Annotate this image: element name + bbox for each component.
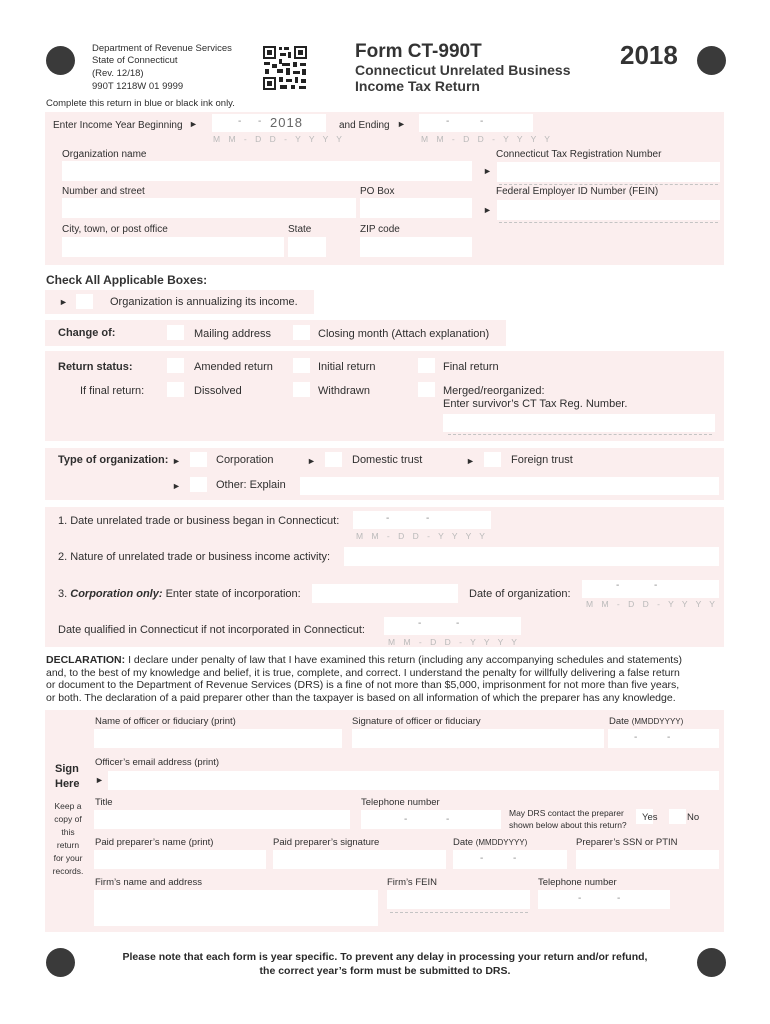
date-separator: - [258,116,262,127]
qr-code-icon [262,45,308,91]
period-begin-input[interactable] [212,114,326,132]
arrow-icon: ► [483,205,492,215]
other-label: Other: Explain [216,479,286,491]
po-box-label: PO Box [360,186,395,197]
preparer-name-label: Paid preparer’s name (print) [95,837,214,848]
registration-mark [697,46,726,75]
officer-phone-input[interactable] [361,810,501,829]
date-separator: - [418,618,422,629]
survivor-reg-underline [448,434,712,435]
date-org-input[interactable] [582,580,719,598]
fein-underline [499,222,718,223]
reg-number-input[interactable] [497,162,720,182]
foreign-trust-label: Foreign trust [511,454,573,466]
date-separator: - [456,618,460,629]
officer-name-input[interactable] [94,729,342,748]
arrow-icon: ► [483,166,492,176]
city-label: City, town, or post office [62,224,168,235]
preparer-ssn-label: Preparer’s SSN or PTIN [576,837,678,848]
initial-checkbox[interactable] [293,358,310,373]
phone-separator: - [404,814,408,825]
ink-note: Complete this return in blue or black ink only. [46,98,235,109]
date-format-hint: M M - D D - Y Y Y Y [213,134,345,144]
footer-note-line1: Please note that each form is year specific. To prevent any delay in processing your return and/or refund, [122,951,648,963]
title-input[interactable] [94,810,350,829]
dissolved-label: Dissolved [194,385,242,397]
form-title-line2: Income Tax Return [355,78,480,94]
org-type-label: Type of organization: [58,454,169,466]
phone-separator: - [578,893,582,904]
preparer-ssn-input[interactable] [576,850,719,869]
officer-date-label: Date (MMDDYYYY) [609,716,684,727]
zip-input[interactable] [360,237,472,257]
survivor-label: Enter survivor’s CT Tax Reg. Number. [443,398,628,410]
firm-phone-input[interactable] [538,890,670,909]
firm-phone-label: Telephone number [538,877,617,888]
form-number: Form CT-990T [355,41,482,62]
officer-signature-input[interactable] [352,729,604,748]
corporation-checkbox[interactable] [190,452,207,467]
fein-input[interactable] [497,200,720,220]
firm-name-input[interactable] [94,890,378,926]
contact-no-checkbox[interactable] [669,809,686,824]
street-label: Number and street [62,186,145,197]
date-format-hint: M M - D D - Y Y Y Y [356,531,488,541]
org-name-input[interactable] [62,161,472,181]
date-qualified-label: Date qualified in Connecticut if not incorporated in Connecticut: [58,624,365,636]
arrow-icon: ► [307,456,316,466]
date-separator: - [426,513,430,524]
date-format-hint: M M - D D - Y Y Y Y [388,637,520,647]
date-format-hint: M M - D D - Y Y Y Y [421,134,553,144]
arrow-icon: ► [172,481,181,491]
contact-no-label: No [687,812,700,823]
date-separator: - [634,732,638,743]
email-label: Officer’s email address (print) [95,757,220,768]
zip-label: ZIP code [360,224,400,235]
final-label: Final return [443,361,499,373]
domestic-trust-label: Domestic trust [352,454,423,466]
date-separator: - [616,580,620,591]
fein-label: Federal Employer ID Number (FEIN) [496,186,659,197]
preparer-date-label: Date (MMDDYYYY) [453,837,528,848]
date-qualified-input[interactable] [384,617,521,635]
arrow-icon: ► [95,775,104,785]
registration-mark [46,46,75,75]
date-separator: - [238,116,242,127]
firm-fein-underline [390,912,528,913]
state-name: State of Connecticut [92,55,178,66]
q2-label: 2. Nature of unrelated trade or business income activity: [58,551,331,563]
q1-label: 1. Date unrelated trade or business began in Connecticut: [58,515,340,527]
merged-checkbox[interactable] [418,382,435,397]
org-name-label: Organization name [62,149,147,160]
period-begin-label: Enter Income Year Beginning [53,120,183,131]
revision: (Rev. 12/18) [92,68,144,79]
date-separator: - [386,513,390,524]
q3-state-input[interactable] [312,584,458,603]
title-label: Title [95,797,113,808]
begin-year-prefill: 2018 [270,115,303,130]
mailing-address-label: Mailing address [194,328,272,340]
keep-copy-note: Keep a copy of this return for your records. [52,801,84,876]
initial-label: Initial return [318,361,376,373]
footer-note-line2: the correct year’s form must be submitted to DRS. [259,965,511,977]
survivor-reg-input[interactable] [443,414,715,432]
domestic-trust-checkbox[interactable] [325,452,342,467]
merged-label: Merged/reorganized: [443,385,545,397]
may-drs-contact-line1: May DRS contact the preparer [509,808,624,818]
date-format-hint: M M - D D - Y Y Y Y [586,599,718,609]
city-input[interactable] [62,237,284,257]
street-input[interactable] [62,198,356,218]
tax-year: 2018 [620,40,678,70]
state-label: State [288,224,312,235]
email-input[interactable] [108,771,719,790]
preparer-signature-label: Paid preparer’s signature [273,837,380,848]
check-boxes-heading: Check All Applicable Boxes: [46,273,208,287]
change-of-label: Change of: [58,327,116,339]
period-end-input[interactable] [419,114,533,132]
withdrawn-label: Withdrawn [318,385,370,397]
officer-phone-label: Telephone number [361,797,440,808]
reg-number-label: Connecticut Tax Registration Number [496,149,662,160]
date-separator: - [446,116,450,127]
date-org-label: Date of organization: [469,588,571,600]
firm-name-label: Firm’s name and address [95,877,203,888]
arrow-icon: ► [397,119,406,129]
form-title-line1: Connecticut Unrelated Business [355,62,571,78]
po-box-input[interactable] [360,198,472,218]
firm-fein-label: Firm’s FEIN [387,877,437,888]
officer-date-input[interactable] [608,729,719,748]
period-end-label: and Ending [339,120,390,131]
dept-name: Department of Revenue Services [92,43,232,54]
may-drs-contact-line2: shown below about this return? [509,820,627,830]
officer-signature-label: Signature of officer or fiduciary [352,716,481,727]
arrow-icon: ► [189,119,198,129]
date-separator: - [654,580,658,591]
amended-label: Amended return [194,361,273,373]
preparer-name-input[interactable] [94,850,266,869]
date-separator: - [480,853,484,864]
final-checkbox[interactable] [418,358,435,373]
arrow-icon: ► [172,456,181,466]
withdrawn-checkbox[interactable] [293,382,310,397]
date-separator: - [667,732,671,743]
firm-fein-input[interactable] [387,890,530,909]
corporation-label: Corporation [216,454,274,466]
phone-separator: - [617,893,621,904]
q2-input[interactable] [344,547,719,566]
closing-month-checkbox[interactable] [293,325,310,340]
return-status-label: Return status: [58,361,133,373]
preparer-date-input[interactable] [453,850,567,869]
mailing-address-checkbox[interactable] [167,325,184,340]
annualizing-checkbox[interactable] [76,294,93,309]
annualizing-label: Organization is annualizing its income. [110,296,298,308]
foreign-trust-checkbox[interactable] [484,452,501,467]
arrow-icon: ► [466,456,475,466]
other-checkbox[interactable] [190,477,207,492]
q3-label: 3. Corporation only: Enter state of incorporation: [58,588,301,600]
contact-yes-label: Yes [642,812,658,823]
if-final-label: If final return: [80,385,145,397]
preparer-signature-input[interactable] [273,850,446,869]
phone-separator: - [446,814,450,825]
date-separator: - [513,853,517,864]
dissolved-checkbox[interactable] [167,382,184,397]
officer-name-label: Name of officer or fiduciary (print) [95,716,236,727]
q1-date-input[interactable] [353,511,491,529]
other-explain-input[interactable] [300,477,719,495]
reg-number-underline [499,184,718,185]
form-code: 990T 1218W 01 9999 [92,81,184,92]
closing-month-label: Closing month (Attach explanation) [318,328,490,340]
date-separator: - [480,116,484,127]
state-input[interactable] [288,237,326,257]
arrow-icon: ► [59,297,68,307]
amended-checkbox[interactable] [167,358,184,373]
sign-here-label: Sign Here [55,763,80,790]
declaration-text: DECLARATION: I declare under penalty of law that I have examined this return (including any accompanying schedules and statements) and, to the best of my knowledge and belief, it is true, complete, and correct. I understand the penalty for willfully delivering a false return or document to the Department of Revenue Services (DRS) is a fine of not more than $5,000, imprisonment for not more than five years, or both. The declaration of a paid preparer other than the taxpayer is based on all information of which the preparer has any knowledge. [46,654,682,704]
